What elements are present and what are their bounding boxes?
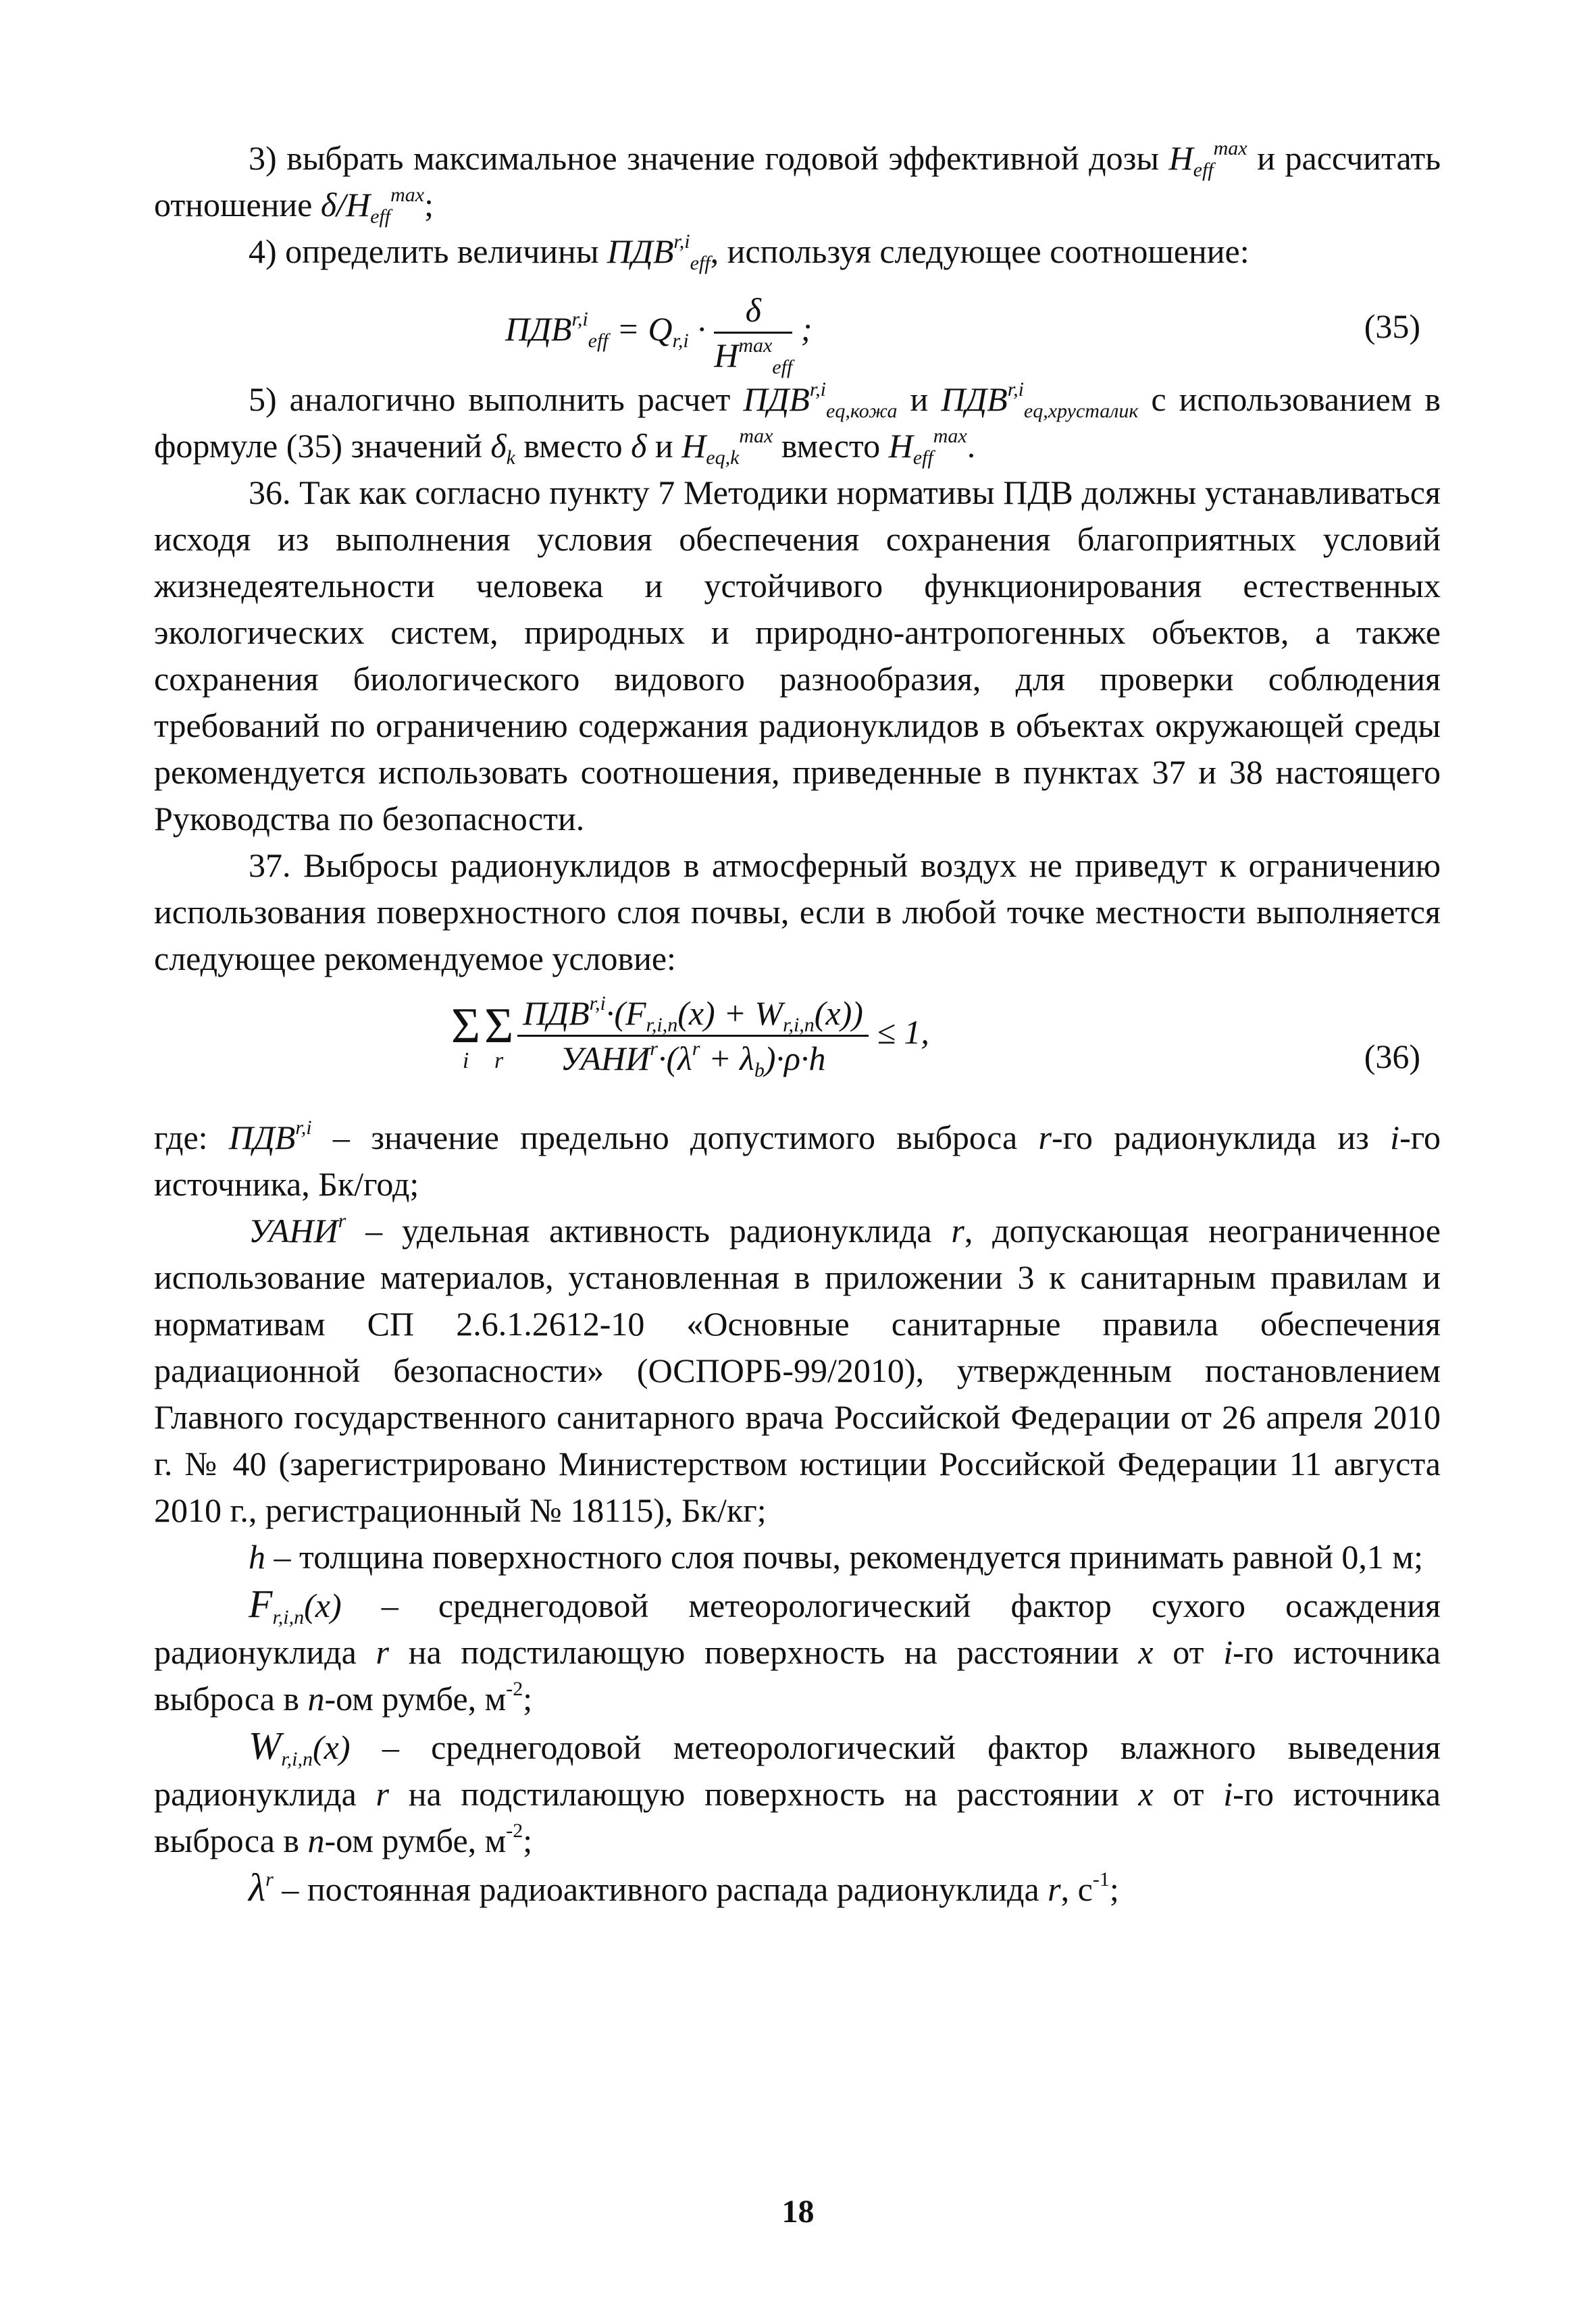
equation-number-35: (35)	[1364, 307, 1420, 345]
paragraph-36: 36. Так как согласно пункту 7 Методики нормативы ПДВ должны устанавливаться исходя из выполнения условия обеспечения сохранения благоприятных условий жизнедеятельности человека и устойчивого функционирования естественных экологических систем, природных и природно-антропогенных объектов, а также сохранения биологического видового разнообразия, для проверки соблюдения требований по ограничению содержания радионуклидов в объектах окружающей среды рекомендуется использовать соотношения, приведенные в пунктах 37 и 38 настоящего Руководства по безопасности.	[154, 473, 1441, 838]
definition-pdv: где: ПДВ$^{r,i}$ – значение предельно допустимого выброса r-го радионуклида из i-го источника, Бк/год;	[154, 1116, 1441, 1203]
item-3: 3) выбрать максимальное значение годовой эффективной дозы $H_{eff}^{max}$ и рассчитать отношение $\delta/H_{eff}^{max}$;	[154, 137, 1441, 228]
definition-lambda: $\lambda^r$ – постоянная радиоактивного распада радионуклида r, $с^{-1}$;	[249, 1866, 1119, 1909]
page-content	[154, 135, 1441, 1913]
eq36-fraction: $\frac{ПДВ^{r,i}\cdot(F_{r,i,n}(x) + W_{r,i,n}(x))}{УАНИ^r\cdot(\lambda^r + \lambda_b)\cdot\rho\cdot h}$	[517, 992, 869, 1080]
definition-w: $W_{r,i,n}(x)$ – среднегодовой метеорологический фактор влажного выведения радионуклида r на подстилающую поверхность на расстоянии x от i-го источника выброса в n-ом румбе, $м^{-2}$;	[154, 1724, 1441, 1859]
definition-f: $F_{r,i,n}(x)$ – среднегодовой метеорологический фактор сухого осаждения радионуклида r на подстилающую поверхность на расстоянии x от i-го источника выброса в n-ом румбе, $м^{-2}$;	[154, 1582, 1441, 1718]
item-4: 4) определить величины ПДВ$^{r,i}_{eff}$, используя следующее соотношение:	[249, 230, 1250, 274]
equation-number-36: (36)	[1364, 1037, 1420, 1075]
definition-uani: УАНИ$^r$ – удельная активность радионуклида r, допускающая неограниченное использование материалов, установленная в приложении 3 к санитарным правилам и нормативам СП 2.6.1.2612-10 «Основные санитарные правила обеспечения радиационной безопасности» (ОСПОРБ-99/2010), утвержденным постановлением Главного государственного санитарного врача Российской Федерации от 26 апреля 2010 г. № 40 (зарегистрировано Министерством юстиции Российской Федерации 11 августа 2010 г., регистрационный № 18115), Бк/кг;	[154, 1210, 1441, 1529]
eq35-fraction: $\frac{\delta}{H^{max}_{eff}}$	[714, 288, 792, 377]
sum-symbol-r: Σ r	[484, 998, 514, 1073]
equation-36: Σ i Σ r $\frac{ПДВ^{r,i}\cdot(F_{r,i,n}(x) + W_{r,i,n}(x))}{УАНИ^r\cdot(\lambda^r + \lambda_b)\cdot\rho\cdot h}$ ≤ 1, (36)	[451, 992, 1420, 1081]
definition-h: h – толщина поверхностного слоя почвы, рекомендуется принимать равной 0,1 м;	[249, 1538, 1423, 1576]
item-5: 5) аналогично выполнить расчет ПДВ$^{r,i}_{eq,кожа}$ и ПДВ$^{r,i}_{eq,хрусталик}$ с использованием в формуле (35) значений $\delta_k$ вместо δ и $H_{eq,k}^{max}$ вместо $H_{eff}^{max}$.	[154, 378, 1441, 469]
equation-35: $ПДВ^{r,i}_{eff} = Q_{r,i}$ · $\frac{\delta}{H^{max}_{eff}}$ ; (35)	[154, 275, 1441, 376]
page-number: 18	[781, 2194, 815, 2230]
paragraph-37: 37. Выбросы радионуклидов в атмосферный воздух не приведут к ограничению использования поверхностного слоя почвы, если в любой точке местности выполняется следующее рекомендуемое условие:	[154, 846, 1441, 977]
sum-symbol-i: Σ i	[451, 998, 481, 1073]
